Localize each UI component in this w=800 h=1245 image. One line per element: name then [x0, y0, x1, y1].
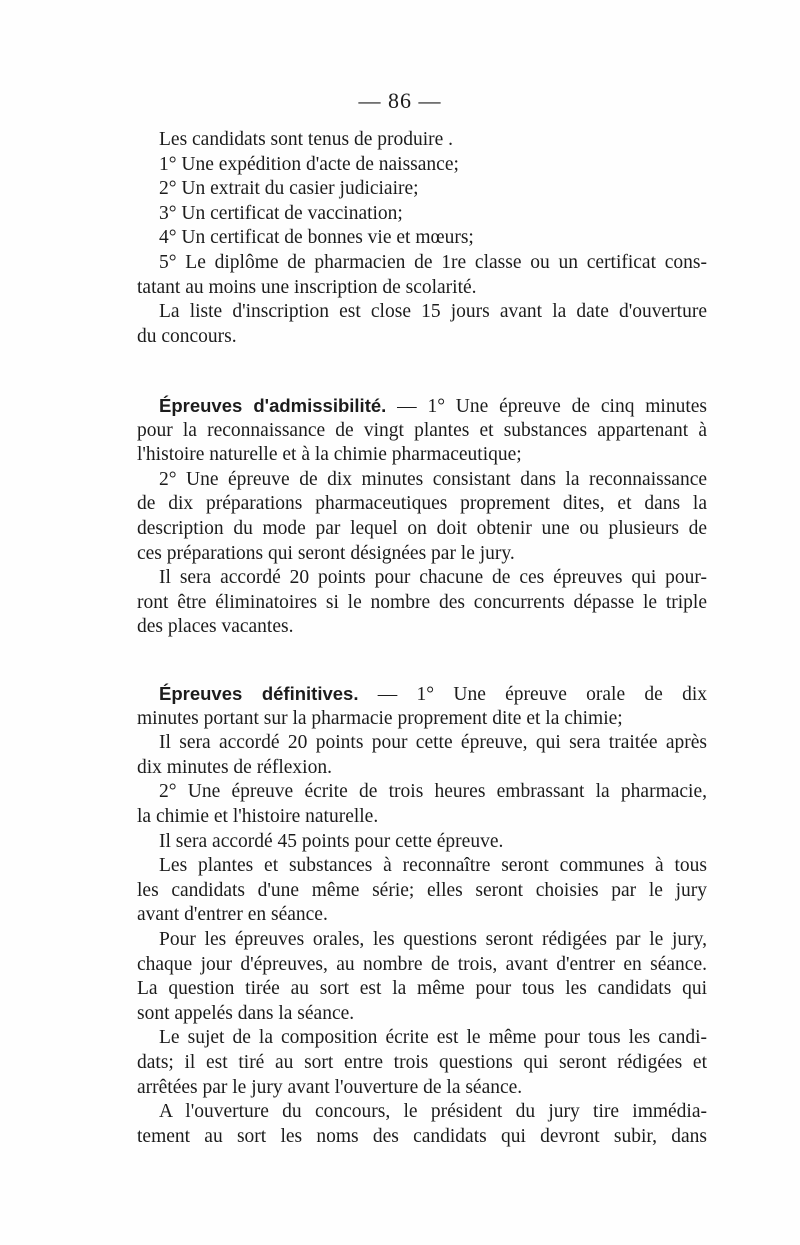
text-line: Il sera accordé 20 points pour cette épreuve, qui sera traitée après — [159, 732, 707, 754]
text-line: tement au sort les noms des candidats qui devront subir, dans — [137, 1125, 707, 1147]
text-line: La question tirée au sort est la même pour tous les candidats qui — [137, 978, 707, 1000]
text-line: dats; il est tiré au sort entre trois questions qui seront rédigées et — [137, 1051, 707, 1073]
text-line: Il sera accordé 45 points pour cette épreuve. — [159, 830, 504, 852]
text-line: pour la reconnaissance de vingt plantes et substances appartenant à — [137, 419, 707, 441]
section-heading: Épreuves définitives. — [159, 683, 359, 704]
text-line: description du mode par lequel on doit obtenir une ou plusieurs de — [137, 517, 707, 539]
text-line: arrêtées par le jury avant l'ouverture de la séance. — [137, 1076, 523, 1098]
section-first-line — [137, 682, 707, 707]
text-line: Le sujet de la composition écrite est le même pour tous les candi- — [159, 1027, 707, 1049]
text-line: Il sera accordé 20 points pour chacune de ces épreuves qui pour- — [159, 567, 707, 589]
text-line: 3° Un certificat de vaccination; — [159, 202, 403, 224]
text-line: Les plantes et substances à reconnaître seront communes à tous — [159, 855, 707, 877]
text-line: l'histoire naturelle et à la chimie pharmaceutique; — [137, 444, 522, 466]
text-line: ront être éliminatoires si le nombre des concurrents dépasse le triple — [137, 591, 707, 613]
section-heading-continuation: — 1° Une épreuve de cinq minutes — [386, 396, 708, 417]
text-line: de dix préparations pharmaceutiques proprement dites, et dans la — [137, 493, 707, 515]
text-line: chaque jour d'épreuves, au nombre de trois, avant d'entrer en séance. — [137, 953, 707, 975]
text-line: A l'ouverture du concours, le président du jury tire immédia- — [159, 1101, 707, 1123]
definitives-section — [137, 682, 707, 1149]
text-line: 2° Un extrait du casier judiciaire; — [159, 178, 419, 200]
text-line: minutes portant sur la pharmacie proprement dite et la chimie; — [137, 707, 623, 729]
text-line: Pour les épreuves orales, les questions seront rédigées par le jury, — [159, 928, 707, 950]
text-line: sont appelés dans la séance. — [137, 1002, 355, 1024]
text-line: La liste d'inscription est close 15 jours avant la date d'ouverture — [159, 301, 707, 323]
text-line: 4° Un certificat de bonnes vie et mœurs; — [159, 227, 474, 249]
section-heading-continuation: — 1° Une épreuve orale de dix — [358, 684, 707, 705]
admissibilite-section — [137, 394, 707, 640]
text-line: 5° Le diplôme de pharmacien de 1re classe ou un certificat cons- — [159, 251, 707, 273]
section-heading: Épreuves d'admissibilité. — [159, 395, 387, 416]
text-line: du concours. — [137, 325, 237, 347]
text-line: dix minutes de réflexion. — [137, 756, 332, 778]
text-line: les candidats d'une même série; elles seront choisies par le jury — [137, 879, 707, 901]
page-number: — 86 — — [358, 88, 442, 113]
text-line: 2° Une épreuve écrite de trois heures embrassant la pharmacie, — [159, 781, 707, 803]
text-line: des places vacantes. — [137, 616, 294, 638]
text-line: la chimie et l'histoire naturelle. — [137, 805, 379, 827]
intro-section — [137, 128, 707, 349]
text-line: 2° Une épreuve de dix minutes consistant dans la reconnaissance — [159, 468, 707, 490]
text-line: 1° Une expédition d'acte de naissance; — [159, 153, 459, 175]
text-line: tatant au moins une inscription de scolarité. — [137, 276, 477, 298]
text-line: ces préparations qui seront désignées par le jury. — [137, 542, 515, 564]
text-line: Les candidats sont tenus de produire . — [159, 129, 454, 150]
section-first-line — [137, 394, 707, 419]
text-line: avant d'entrer en séance. — [137, 904, 328, 926]
